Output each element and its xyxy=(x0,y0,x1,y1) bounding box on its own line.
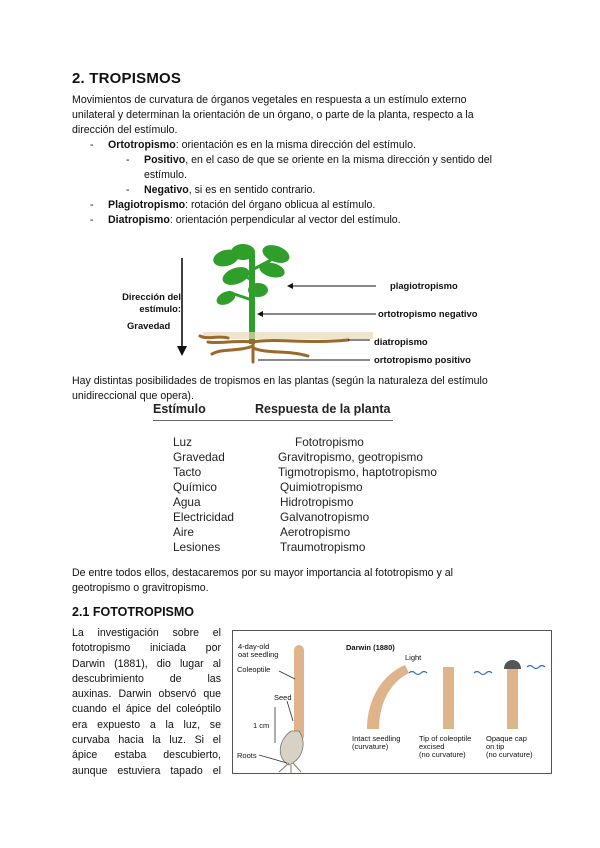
intact-label-line: Intact seedling xyxy=(352,734,401,743)
para3-line: De entre todos ellos, destacaremos por su mayor importancia al fototropismo y al xyxy=(72,567,453,579)
cell-response: Hidrotropismo xyxy=(280,495,354,509)
bullet-text: , en el caso de que se oriente en la misma dirección y sentido del xyxy=(185,154,493,166)
term-ortotropismo: Ortotropismo xyxy=(108,139,176,151)
bullet-text: : rotación del órgano oblicua al estímulo. xyxy=(185,199,376,211)
pointer-arrowhead xyxy=(257,311,263,317)
intro-line: dirección del estímulo. xyxy=(72,124,178,136)
cell-stimulus: Lesiones xyxy=(173,540,221,554)
cell-response: Gravitropismo, geotropismo xyxy=(278,450,423,464)
cell-response: Tigmotropismo, haptotropismo xyxy=(278,465,437,479)
capped-coleoptile-icon xyxy=(507,667,518,729)
cell-stimulus: Luz xyxy=(173,435,193,449)
table-row xyxy=(173,465,493,480)
para2-line: unidireccional que opera). xyxy=(72,390,194,402)
term-positivo: Positivo xyxy=(144,154,186,166)
text-line: ápice estaba descubierto, xyxy=(72,749,221,762)
seedling-label-line: oat seedling xyxy=(238,650,279,659)
table-row xyxy=(173,450,493,465)
header-stimulus: Estímulo xyxy=(153,402,206,416)
bullet-text: : orientación es en la misma dirección del estímulo. xyxy=(175,139,416,151)
cell-stimulus: Químico xyxy=(173,480,217,494)
light-rays-icon xyxy=(409,666,545,675)
text-line: Darwin (1881), dio lugar al xyxy=(72,657,221,670)
header-divider xyxy=(153,420,393,421)
bullet-ortotropismo: - Ortotropismo: orientación es en la misma dirección del estímulo. xyxy=(90,139,416,151)
bullet-text: estímulo. xyxy=(144,169,187,181)
text-line: curvaba hacia la luz. Si el xyxy=(72,734,221,747)
cell-response: Aerotropismo xyxy=(280,525,351,539)
label-plagiotropismo: plagiotropismo xyxy=(390,280,458,291)
seed-label: Seed xyxy=(274,693,292,702)
subsection-title: 2.1 FOTOTROPISMO xyxy=(72,605,195,619)
term-diatropismo: Diatropismo xyxy=(108,214,170,226)
curved-coleoptile-icon xyxy=(367,665,409,729)
intact-label xyxy=(352,735,400,751)
direction-label-line: Dirección del xyxy=(122,291,181,302)
gravity-arrowhead xyxy=(177,346,187,356)
cell-response: Quimiotropismo xyxy=(280,480,363,494)
cap-label-line: on tip xyxy=(486,742,505,751)
cell-response: Traumotropismo xyxy=(280,540,366,554)
bullet-text: , si es en sentido contrario. xyxy=(188,184,316,196)
subsection-text xyxy=(72,626,221,779)
darwin-figure xyxy=(232,630,552,774)
excised-coleoptile-icon xyxy=(443,667,454,729)
header-response: Respuesta de la planta xyxy=(255,402,391,416)
label-orto-negativo: ortotropismo negativo xyxy=(378,308,478,319)
cap-label-line: Opaque cap xyxy=(486,734,527,743)
text-line: aunque estuviera tapado el xyxy=(72,764,221,777)
tip-label-line: excised xyxy=(419,742,445,751)
intro-line: Movimientos de curvatura de órganos vegetales en respuesta a un estímulo externo xyxy=(72,94,467,106)
tip-label-line: (no curvature) xyxy=(419,750,466,759)
text-line: descubrimiento de las xyxy=(72,672,221,685)
cell-response: Galvanotropismo xyxy=(280,510,370,524)
table-row xyxy=(173,540,493,555)
tip-label-line: Tip of coleoptile xyxy=(419,734,472,743)
darwin-label: Darwin (1880) xyxy=(346,643,395,652)
light-label: Light xyxy=(405,653,422,662)
text-line: cuando el ápice del coleóptilo xyxy=(72,703,221,716)
pointer-lines xyxy=(258,286,376,360)
opaque-cap-icon xyxy=(504,660,521,669)
text-line: auxinas. Darwin observó que xyxy=(72,688,221,701)
intact-label-line: (curvature) xyxy=(352,742,389,751)
table-row xyxy=(173,435,493,450)
cell-stimulus: Agua xyxy=(173,495,201,509)
bullet-negativo: - Negativo, si es en sentido contrario. xyxy=(126,184,316,196)
bullet-plagiotropismo: - Plagiotropismo: rotación del órgano oblicua al estímulo. xyxy=(90,199,376,211)
gravity-label: Gravedad xyxy=(127,320,171,331)
coleoptile-icon xyxy=(294,645,304,741)
seed-icon xyxy=(280,731,303,765)
text-line: fototropismo iniciada por xyxy=(72,642,221,655)
scale-label: 1 cm xyxy=(253,721,270,730)
para3-line: geotropismo o gravitropismo. xyxy=(72,582,209,594)
tip-label xyxy=(419,735,471,759)
seedling-label-line: 4-day-old xyxy=(238,642,270,651)
text-line: La investigación sobre el xyxy=(72,627,221,639)
label-diatropismo: diatropismo xyxy=(374,336,428,347)
label-orto-positivo: ortotropismo positivo xyxy=(374,354,471,365)
seedling-label xyxy=(238,643,278,659)
bullet-positivo: - Positivo, en el caso de que se oriente en la misma dirección y sentido del estímulo. xyxy=(126,154,493,181)
term-plagiotropismo: Plagiotropismo xyxy=(108,199,186,211)
direction-label-line: estímulo: xyxy=(139,303,181,314)
coleoptile-label: Coleoptile xyxy=(237,665,271,674)
direction-label xyxy=(115,291,181,315)
table-row xyxy=(173,525,493,540)
section-title: 2. TROPISMOS xyxy=(72,70,182,87)
text-line: era expuesto a la luz, se xyxy=(72,718,221,731)
cell-stimulus: Electricidad xyxy=(173,510,234,524)
pointer-arrowhead xyxy=(287,283,293,289)
intro-line: unilateral y determinan la orientación de un órgano, o parte de la planta, respecto a la xyxy=(72,109,474,121)
cap-label xyxy=(486,735,533,759)
roots-label: Roots xyxy=(237,751,257,760)
table-row xyxy=(173,480,493,495)
roots-icon xyxy=(200,336,348,362)
cell-response: Fototropismo xyxy=(295,435,364,449)
cap-label-line: (no curvature) xyxy=(486,750,533,759)
table-row xyxy=(173,495,493,510)
cell-stimulus: Gravedad xyxy=(173,450,225,464)
tropism-figure xyxy=(108,240,508,368)
bullet-text: : orientación perpendicular al vector del estímulo. xyxy=(169,214,401,226)
para2-line: Hay distintas posibilidades de tropismos en las plantas (según la naturaleza del estímulo xyxy=(72,375,488,387)
bullet-diatropismo: - Diatropismo: orientación perpendicular al vector del estímulo. xyxy=(90,214,401,226)
cell-stimulus: Aire xyxy=(173,525,194,539)
term-negativo: Negativo xyxy=(144,184,189,196)
cell-stimulus: Tacto xyxy=(173,465,202,479)
table-row xyxy=(173,510,493,525)
